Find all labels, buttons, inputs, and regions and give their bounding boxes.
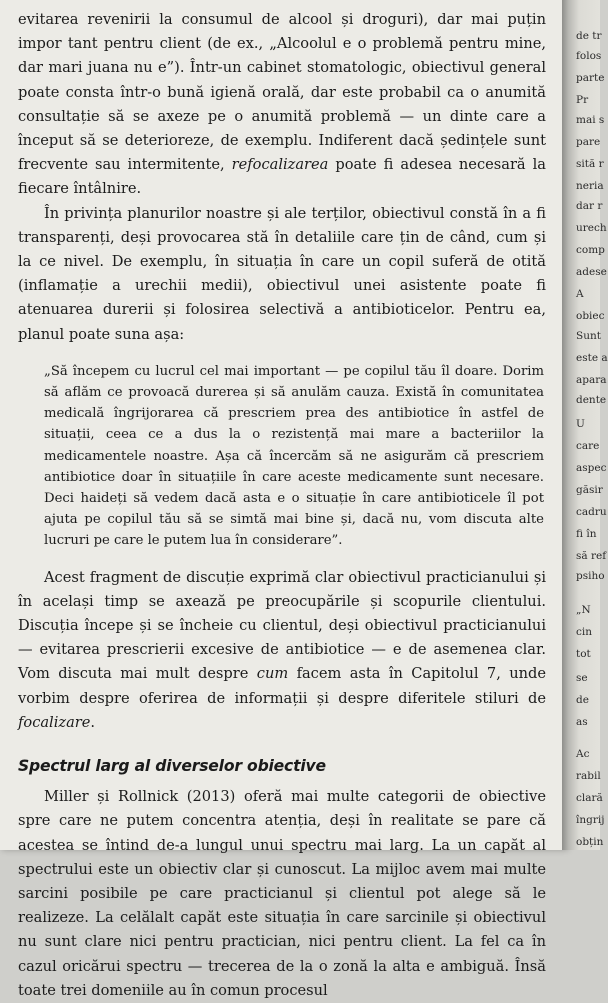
facing-page-fragment: clară <box>576 792 603 804</box>
para1-emphasis: refocalizarea <box>231 156 329 174</box>
para1-tail: poate fi adesea necesară la fiecare întâlnire. <box>18 156 546 198</box>
facing-page-fragment: care <box>576 440 600 452</box>
para1-line-3: juana nu e”). Într-un cabinet stomatologic, obiectivul general poate consta <box>18 59 547 101</box>
facing-page-fragment: să ref <box>576 550 607 562</box>
facing-page-fragment: apara <box>576 374 607 386</box>
paragraph-2 <box>18 202 546 347</box>
facing-page-fragment: comp <box>576 244 605 256</box>
facing-page-fragment: fi în <box>576 528 597 540</box>
para3-text-b: facem asta în Capitolul 7, unde vorbim despre oferirea de informații și despre diferitele stiluri de <box>18 665 546 707</box>
paragraph-4 <box>18 785 546 1003</box>
facing-page-fragment: se <box>576 672 588 684</box>
facing-page-fragment: folos <box>576 50 602 62</box>
facing-page-fragment: adese <box>576 266 607 278</box>
facing-page-fragment: as <box>576 716 588 728</box>
section-heading: Spectrul larg al diverselor obiective <box>18 757 326 776</box>
facing-page-edge <box>562 0 608 850</box>
facing-page-fragment: Pr <box>576 94 589 106</box>
facing-page-fragment: neria <box>576 180 604 192</box>
para3-emphasis-focalizare: focalizare <box>18 713 91 731</box>
page-body <box>18 8 546 1003</box>
facing-page-fragment: Sunt <box>576 330 601 342</box>
facing-page-fragment: psiho <box>576 570 605 582</box>
facing-page-fragment: sită r <box>576 158 604 170</box>
facing-page-fragment: dente <box>576 394 607 406</box>
facing-page-fragment: urech <box>576 222 607 234</box>
facing-page-fragment: de tr <box>576 30 602 42</box>
facing-page-fragment: U <box>576 418 585 430</box>
para1-line-6: de exemplu. Indiferent dacă ședințele sunt frecvente sau intermitente, <box>18 132 547 174</box>
para2-text: În privința planurilor noastre și ale terților, obiectivul constă în a fi transparenți, deși provocarea stă în detaliile care țin de când, cum și la ce nivel. De exemplu, în situația în care un copil suferă de otită (inflamație a urechii medii), obiectivul unei asistente poate fi atenuarea durerii și folosirea selectivă a antibioticelor. Pentru ea, planul poate suna așa: <box>18 204 546 343</box>
facing-page-fragment: găsir <box>576 484 603 496</box>
facing-page-fragment: Ac <box>576 748 590 760</box>
para4-text: Miller și Rollnick (2013) oferă mai multe categorii de obiective spre care ne putem concentra atenția, deși în realitate se pare că acestea se întind de-a lungul unui spectru mai larg. La un capăt al spectrului este un obiectiv clar și cunoscut. La mijloc avem mai multe sarcini posibile pe care practicianul și clientul pot alege să le realizeze. La celălalt capăt este situația în care sarcinile și obiectivul nu sunt clare nici pentru practician, nici pentru client. La fel ca în cazul oricărui spectru — trecerea de la o zonă la alta e ambiguă. Însă toate trei domeniile au în comun procesul <box>18 788 546 999</box>
facing-page-fragment: este a <box>576 352 608 364</box>
para1-line-1: evitarea revenirii la consumul de alcool și droguri), dar mai puțin impor <box>18 11 546 53</box>
facing-page-fragment: obțin <box>576 836 604 848</box>
facing-page-fragment: aspec <box>576 462 607 474</box>
facing-page-fragment: A <box>576 288 584 300</box>
para1-line-4: într-o bună igienă orală, dar este probabil ca o anumită consultație să se <box>18 83 546 125</box>
facing-page-fragment: obiec <box>576 310 605 322</box>
para1-line-5: axeze pe o anumită problemă — un dinte care a început să se deterioreze, <box>18 107 546 150</box>
block-quote: „Să începem cu lucrul cel mai important — pe copilul tău îl doare. Dorim să aflăm ce provoacă durerea și să anulăm cauza. Există în comunitatea medicală îngrijorarea că prescriem prea des antibiotice în astfel de situații, ceea ce a dus la o rezistență mai mare a bacteriilor la medicamentele noastre. Așa că încercăm să ne asigurăm că prescriem antibiotice doar în situațiile în care aceste medicamente sunt necesare. Deci haideți să vedem dacă asta e o situație în care antibioticele îl pot ajuta pe copilul tău să se simtă mai bine și, dacă nu, vom discuta alte lucruri pe care le putem lua în considerare”. <box>44 363 544 549</box>
facing-page-fragment: cadru <box>576 506 607 518</box>
paragraph-1 <box>18 8 546 202</box>
facing-page-fragment: de <box>576 694 589 706</box>
para3-text-a: Acest fragment de discuție exprimă clar obiectivul practicianului și în același timp se axează pe preocupările și scopurile clientului. Discuția începe și se încheie cu clientul, deși obiectivul practicianului — evitarea prescrierii excesive de antibiotice — e de asemenea clar. Vom discuta mai mult despre <box>18 568 546 683</box>
facing-page-fragment: parte <box>576 72 605 84</box>
para1-line-2: tant pentru client (de ex., „Alcoolul e o problemă pentru mine, dar mari <box>18 35 546 77</box>
paragraph-3 <box>18 566 546 735</box>
para3-text-c: . <box>90 713 96 731</box>
facing-page-fragment: pare <box>576 136 601 148</box>
facing-page-fragment: dar r <box>576 200 603 212</box>
facing-page-fragment: tot <box>576 648 591 660</box>
para3-emphasis-cum: cum <box>256 665 289 683</box>
facing-page-fragment: mai s <box>576 114 605 126</box>
facing-page-fragment: rabil <box>576 770 601 782</box>
facing-page-fragment: cin <box>576 626 593 638</box>
facing-page-fragment: îngrij <box>576 814 605 826</box>
facing-page-fragment: „N <box>576 604 591 616</box>
